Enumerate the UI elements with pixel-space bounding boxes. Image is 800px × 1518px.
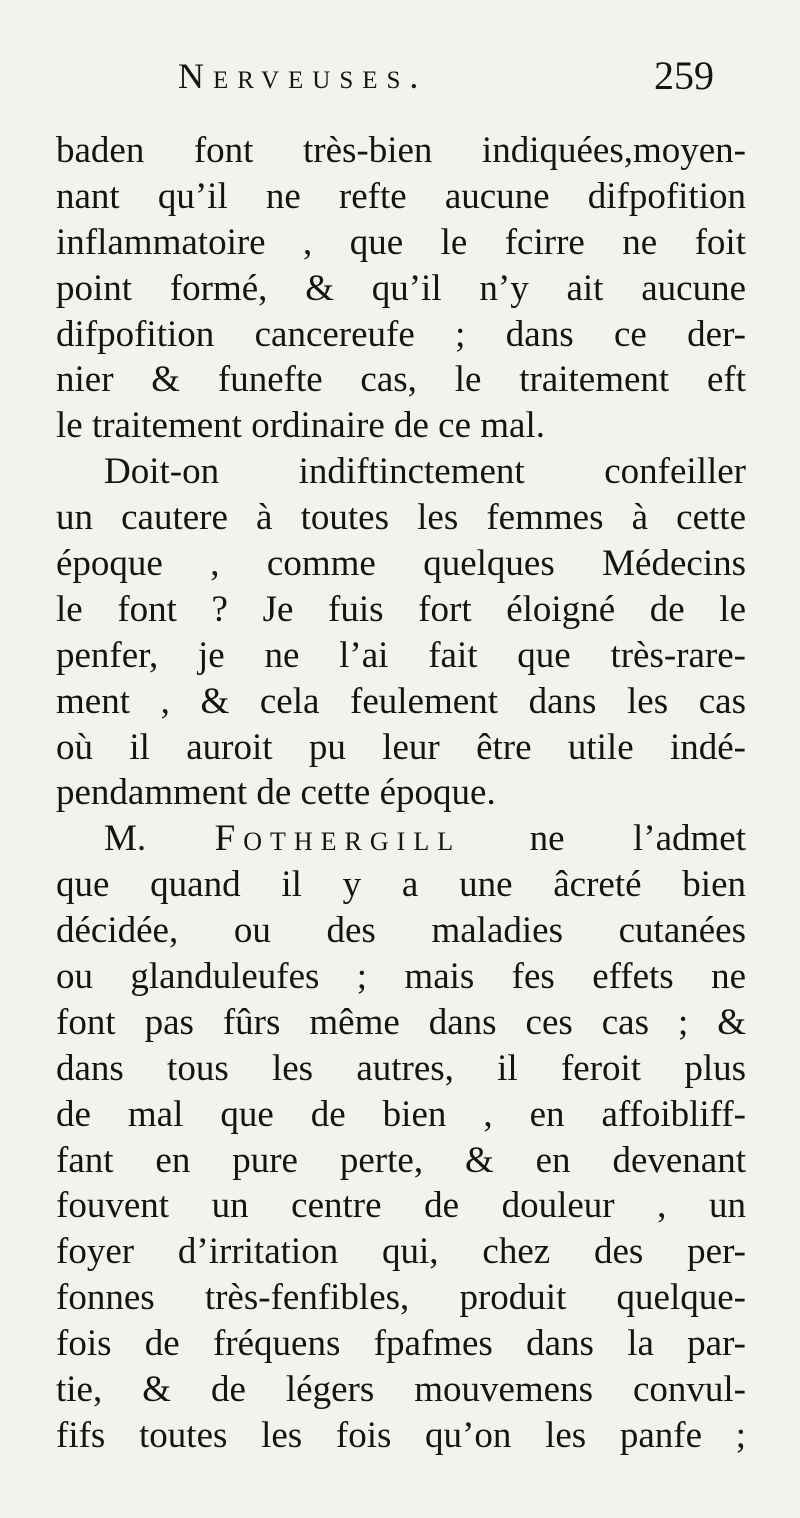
text-line: que quand il y a une âcreté bien bbox=[56, 864, 746, 906]
author-name: Fothergill bbox=[214, 818, 462, 860]
text-line: nier & funefte cas, le traitement eft bbox=[56, 359, 746, 401]
text-fragment: ne l’admet bbox=[529, 818, 746, 860]
text-line: fonnes très-fenfibles, produit quelque- bbox=[56, 1277, 746, 1319]
text-line: nant qu’il ne refte aucune difpofition bbox=[56, 175, 746, 217]
text-line: fois de fréquens fpafmes dans la par- bbox=[56, 1323, 746, 1365]
text-line: fouvent un centre de douleur , un bbox=[56, 1185, 746, 1227]
text-line: décidée, ou des maladies cutanées bbox=[56, 910, 746, 952]
text-line: inflammatoire , que le fcirre ne foit bbox=[56, 221, 746, 263]
text-line: foyer d’irritation qui, chez des per- bbox=[56, 1231, 746, 1273]
text-line: tie, & de légers mouvemens convul- bbox=[56, 1369, 746, 1411]
author-initial: M. bbox=[104, 818, 147, 860]
text-line: Doit-on indiftinctement confeiller bbox=[104, 451, 746, 493]
text-line: où il auroit pu leur être utile indé- bbox=[56, 726, 746, 768]
text-line: un cautere à toutes les femmes à cette bbox=[56, 497, 746, 539]
text-line: fant en pure perte, & en devenant bbox=[56, 1139, 746, 1181]
text-line: baden font très-bien indiquées,moyen- bbox=[56, 130, 746, 171]
text-line: difpofition cancereufe ; dans ce der- bbox=[56, 313, 746, 355]
text-line: fifs toutes les fois qu’on les panfe ; bbox=[56, 1414, 746, 1456]
text-line: le font ? Je fuis fort éloigné de le bbox=[56, 588, 746, 630]
text-line: ou glanduleufes ; mais fes effets ne bbox=[56, 956, 746, 998]
body-text bbox=[56, 128, 746, 1459]
text-line bbox=[56, 816, 746, 862]
text-line: pendamment de cette époque. bbox=[56, 772, 496, 814]
page-number: 259 bbox=[654, 53, 714, 98]
text-line: penfer, je ne l’ai fait que très-rare- bbox=[56, 634, 746, 676]
text-line: ment , & cela feulement dans les cas bbox=[56, 680, 746, 722]
text-line: le traitement ordinaire de ce mal. bbox=[56, 405, 545, 447]
text-line: de mal que de bien , en affoibliff- bbox=[56, 1093, 746, 1135]
running-head: Nerveuses. bbox=[178, 56, 428, 96]
text-line: font pas fûrs même dans ces cas ; & bbox=[56, 1001, 746, 1043]
text-line: dans tous les autres, il feroit plus bbox=[56, 1047, 746, 1089]
text-line: point formé, & qu’il n’y ait aucune bbox=[56, 267, 746, 309]
page-header bbox=[0, 46, 800, 106]
text-line: époque , comme quelques Médecins bbox=[56, 543, 746, 585]
